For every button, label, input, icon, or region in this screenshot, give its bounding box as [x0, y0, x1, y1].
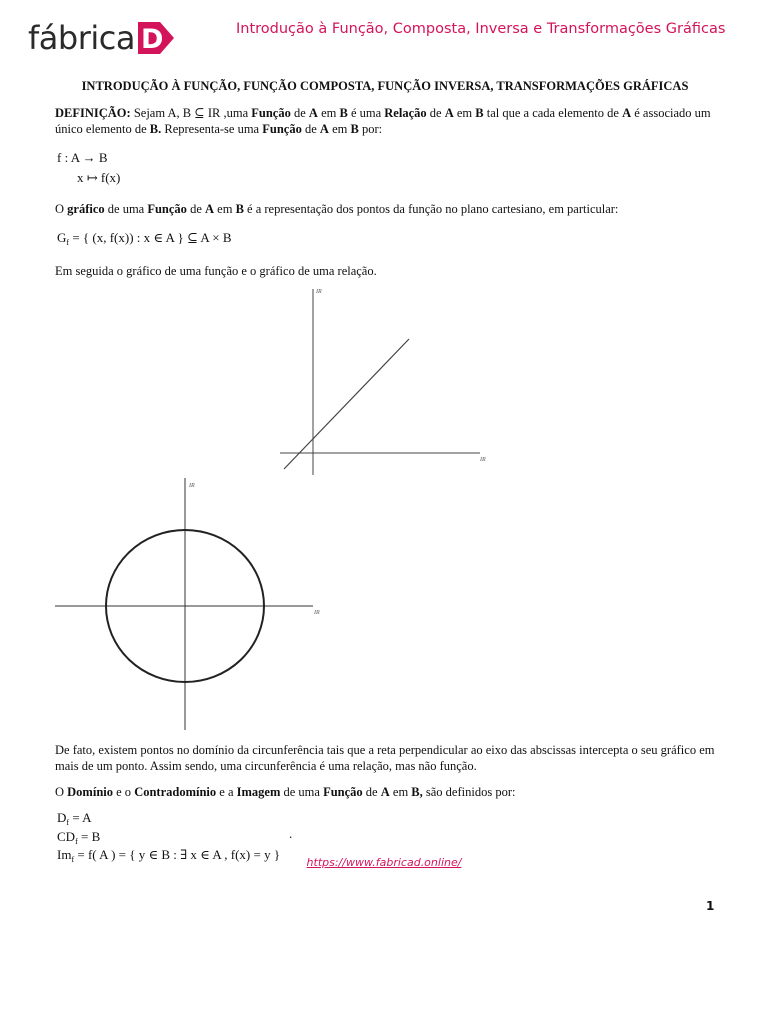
- definition-label: DEFINIÇÃO:: [55, 106, 131, 120]
- page-header: [0, 0, 768, 64]
- term-funcao: Função: [147, 202, 187, 216]
- domain-subscript: f: [66, 818, 70, 827]
- circle-y-label: IR: [189, 483, 195, 489]
- image-value: = f( A ) = { y ∈ B : ∃ x ∈ A , f(x) = y }: [74, 847, 281, 862]
- set-b: B: [235, 202, 244, 216]
- set-b: B: [339, 106, 348, 120]
- circle-x-label: IR: [314, 610, 320, 616]
- text-run: de: [186, 202, 205, 216]
- image-symbol: Im: [57, 847, 72, 862]
- text-run: é a representação dos pontos da função no plano cartesiano, em particular:: [243, 202, 619, 216]
- domain-value: = A: [69, 810, 92, 825]
- text-run: em: [214, 202, 236, 216]
- set-a: A: [380, 785, 390, 799]
- text-run: IR ,uma: [204, 106, 252, 120]
- text-run: Sejam A, B: [130, 106, 195, 120]
- term-grafico: gráfico: [67, 202, 105, 216]
- function-y-label: IR: [316, 289, 322, 295]
- domain-intro-paragraph: [55, 784, 715, 800]
- subset-symbol: ⊆: [194, 106, 205, 120]
- set-b: B: [350, 122, 359, 136]
- set-a: A: [444, 106, 454, 120]
- brand-logo[interactable]: [28, 18, 176, 58]
- set-b: B.: [149, 122, 162, 136]
- text-run: e o: [113, 785, 135, 799]
- text-run: é uma: [347, 106, 385, 120]
- text-run: tal que a cada elemento de: [483, 106, 623, 120]
- codomain-value: = B: [77, 829, 101, 844]
- image-subscript: f: [71, 855, 75, 864]
- text-run: O: [55, 785, 68, 799]
- term-funcao: Função: [262, 122, 302, 136]
- text-run: de: [301, 122, 320, 136]
- logo-badge: [136, 18, 176, 58]
- text-run: de: [426, 106, 445, 120]
- text-run: de: [290, 106, 309, 120]
- set-b: B: [475, 106, 484, 120]
- term-dominio: Domínio: [67, 785, 113, 799]
- footer-website-link[interactable]: https://www.fabricad.online/: [306, 856, 462, 869]
- function-x-label: IR: [480, 457, 486, 463]
- set-b: B,: [411, 785, 423, 799]
- text-run: em: [328, 122, 351, 136]
- set-a: A: [308, 106, 318, 120]
- document-heading: INTRODUÇÃO À FUNÇÃO, FUNÇÃO COMPOSTA, FUNÇÃO INVERSA, TRANSFORMAÇÕES GRÁFICAS: [81, 79, 689, 93]
- term-contradominio: Contradomínio: [134, 785, 217, 799]
- graph-definition-paragraph: [55, 201, 715, 217]
- text-run: de uma: [280, 785, 324, 799]
- page-number: 1: [706, 899, 715, 913]
- text-run: e a: [216, 785, 237, 799]
- text-run: são definidos por:: [422, 785, 516, 799]
- text-run: é associado um único elemento de: [55, 106, 711, 136]
- text-run: em: [317, 106, 340, 120]
- codomain-symbol: CD: [57, 829, 76, 844]
- graph-subscript: f: [66, 238, 70, 247]
- graph-set-body: = { (x, f(x)) : x ∈ A } ⊆ A × B: [69, 230, 232, 245]
- text-run: em: [389, 785, 412, 799]
- formula-dot: .: [289, 826, 293, 841]
- mapping-line-1: f : A → B: [57, 150, 108, 165]
- function-line: [284, 339, 409, 469]
- text-run: de uma: [104, 202, 148, 216]
- header-title: Introdução à Função, Composta, Inversa e Transformações Gráficas: [236, 21, 726, 37]
- set-a: A: [205, 202, 215, 216]
- graph-set-formula: [57, 230, 232, 251]
- logo-badge-letter: D: [140, 24, 163, 55]
- codomain-subscript: f: [75, 837, 78, 846]
- text-run: em: [453, 106, 476, 120]
- function-graph: [280, 285, 490, 475]
- term-imagem: Imagem: [236, 785, 281, 799]
- set-a: A: [319, 122, 329, 136]
- text-run: Representa-se uma: [161, 122, 263, 136]
- term-funcao: Função: [251, 106, 291, 120]
- domain-symbol: D: [57, 810, 67, 825]
- graph-symbol: G: [57, 230, 67, 245]
- term-relacao: Relação: [384, 106, 427, 120]
- text-run: O: [55, 202, 68, 216]
- explanation-paragraph: De fato, existem pontos no domínio da circunferência tais que a reta perpendicular ao eixo das abscissas intercepta o seu gráfico em mais de um ponto. Assim sendo, uma circunferência é uma relação, mas não função.: [55, 743, 715, 773]
- mapping-line-2: x ↦ f(x): [77, 170, 121, 185]
- definition-paragraph: [55, 105, 715, 137]
- logo-wordmark: fábrica: [28, 19, 135, 57]
- text-run: por:: [358, 122, 383, 136]
- graphs-intro: Em seguida o gráfico de uma função e o gráfico de uma relação.: [55, 264, 377, 278]
- set-a: A: [622, 106, 632, 120]
- domain-def: [57, 810, 92, 831]
- text-run: de: [362, 785, 381, 799]
- term-funcao: Função: [323, 785, 363, 799]
- circle-relation-graph: [55, 478, 330, 733]
